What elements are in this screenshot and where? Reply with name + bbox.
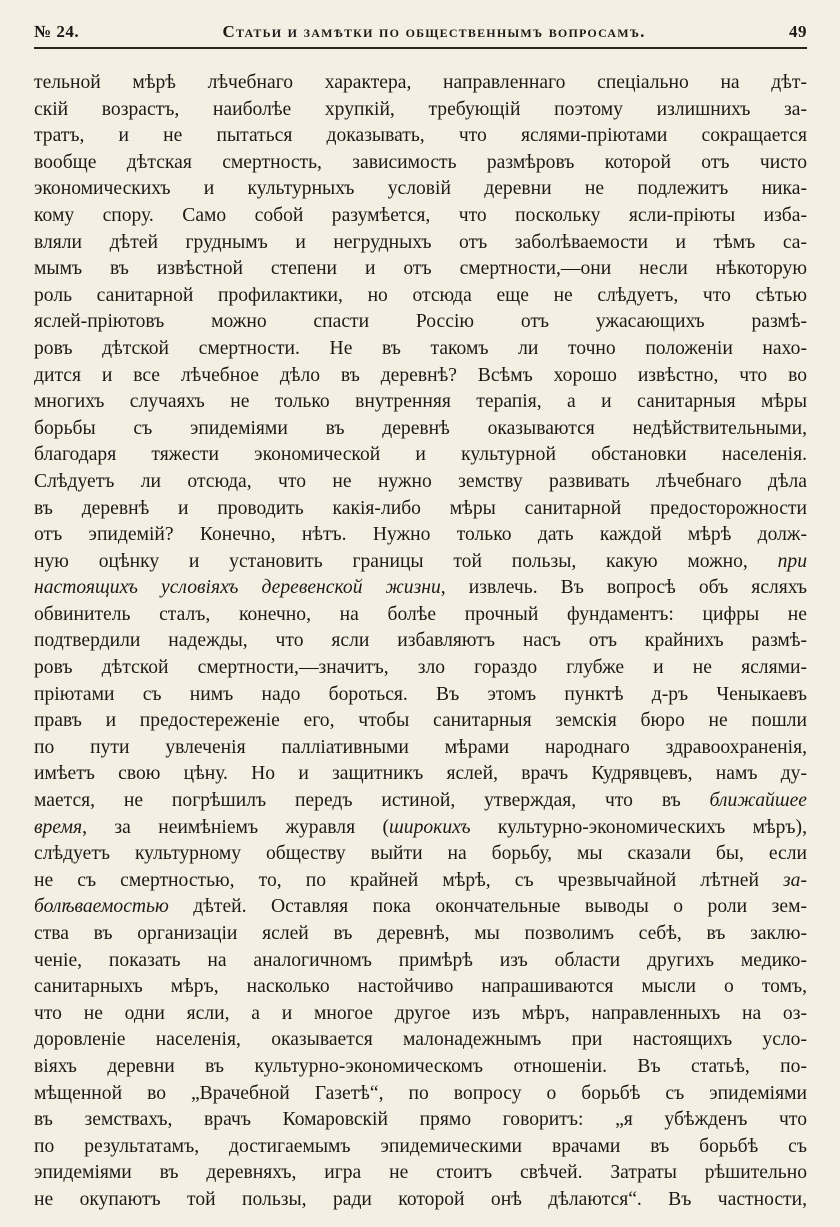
text-span: культурно-экономическихъ мѣръ), xyxy=(470,816,807,838)
text-span: пріютами съ нимъ надо бороться. Въ этомъ пунктѣ д-ръ Ченыкаевъ xyxy=(34,683,807,705)
text-span: ровъ дѣтской смертности. Не въ такомъ ли точно положеніи нахо- xyxy=(34,337,807,359)
text-line xyxy=(34,628,807,655)
italic-span: при xyxy=(777,550,807,572)
text-span: не съ смертностью, то, по крайней мѣрѣ, съ чрезвычайной лѣтней xyxy=(34,869,784,891)
text-line xyxy=(34,1001,807,1028)
text-span: отъ эпидемій? Конечно, нѣтъ. Нужно только дать каждой мѣрѣ долж- xyxy=(34,524,807,546)
text-line xyxy=(34,1081,807,1108)
text-span: вообще дѣтская смертность, зависимость размѣровъ которой отъ чисто xyxy=(34,151,807,173)
italic-span: болѣваемостью xyxy=(34,896,169,918)
text-line xyxy=(34,735,807,762)
text-span: экономическихъ и культурныхъ условій деревни не подлежитъ ника- xyxy=(34,178,807,200)
text-line xyxy=(34,602,807,629)
section-title: Статьи и замѣтки по общественнымъ вопросамъ. xyxy=(222,22,646,41)
page-number: 49 xyxy=(788,22,807,41)
text-line xyxy=(34,363,807,390)
text-line xyxy=(34,1187,807,1214)
text-line xyxy=(34,974,807,1001)
text-line xyxy=(34,868,807,895)
text-line xyxy=(34,1160,807,1187)
text-line xyxy=(34,1134,807,1161)
text-span: борьбы съ эпидеміями въ деревнѣ оказываются недѣйствительными, xyxy=(34,417,807,439)
text-line xyxy=(34,894,807,921)
text-span: мается, не погрѣшилъ передъ истиной, утверждая, что въ xyxy=(34,790,710,812)
text-line xyxy=(34,256,807,283)
italic-span: за- xyxy=(783,869,807,891)
text-line xyxy=(34,97,807,124)
text-line xyxy=(34,1027,807,1054)
text-line xyxy=(34,176,807,203)
text-span: обвинитель сталъ, конечно, на болѣе прочный фундаментъ: цифры не xyxy=(34,603,807,625)
text-line xyxy=(34,70,807,97)
text-line xyxy=(34,549,807,576)
text-span: дѣтей. Оставляя пока окончательные выводы о роли зем- xyxy=(168,896,807,918)
text-span: Слѣдуетъ ли отсюда, что не нужно земству развивать лѣчебнаго дѣла xyxy=(34,470,807,492)
text-span: ченіе, показать на аналогичномъ примѣрѣ изъ области другихъ медико- xyxy=(34,949,807,971)
text-line xyxy=(34,230,807,257)
text-span: имѣетъ свою цѣну. Но и защитникъ яслей, врачъ Кудрявцевъ, намъ ду- xyxy=(34,763,807,785)
text-span: санитарныхъ мѣръ, насколько настойчиво напрашиваются мысли о томъ, xyxy=(34,976,807,998)
text-span: эпидеміями въ деревняхъ, игра не стоитъ свѣчей. Затраты рѣшительно xyxy=(34,1162,807,1184)
text-line xyxy=(34,522,807,549)
text-span: тратъ, и не пытаться доказывать, что яслями-пріютами сокращается xyxy=(34,125,807,147)
text-line xyxy=(34,469,807,496)
text-span: скій возрастъ, наиболѣе хрупкій, требующій поэтому излишнихъ за- xyxy=(34,98,807,120)
text-span: ную оцѣнку и установить границы той пользы, какую можно, xyxy=(34,550,778,572)
text-line xyxy=(34,921,807,948)
text-span: многихъ случаяхъ не только внутренняя терапія, а и санитарныя мѣры xyxy=(34,391,807,413)
text-line xyxy=(34,496,807,523)
text-line xyxy=(34,283,807,310)
text-span: въ деревнѣ и проводить какія-либо мѣры санитарной предосторожности xyxy=(34,497,807,519)
text-line xyxy=(34,815,807,842)
text-span: вляли дѣтей груднымъ и негрудныхъ отъ заболѣваемости и тѣмъ са- xyxy=(34,231,807,253)
text-line xyxy=(34,123,807,150)
text-span: роль санитарной профилактики, но отсюда еще не слѣдуетъ, что сѣтью xyxy=(34,284,807,306)
text-line xyxy=(34,389,807,416)
text-line xyxy=(34,309,807,336)
running-header xyxy=(34,22,807,44)
text-span: яслей-пріютовъ можно спасти Россію отъ ужасающихъ размѣ- xyxy=(34,311,807,333)
text-span: віяхъ деревни въ культурно-экономическомъ отношеніи. Въ статьѣ, по- xyxy=(34,1055,807,1077)
text-line xyxy=(34,682,807,709)
text-line xyxy=(34,761,807,788)
italic-span: широкихъ xyxy=(389,816,471,838)
italic-span: время xyxy=(34,816,83,838)
body-text xyxy=(34,70,807,1214)
text-line xyxy=(34,948,807,975)
text-span: въ земствахъ, врачъ Комаровскій прямо говоритъ: „я убѣжденъ что xyxy=(34,1109,807,1131)
text-line xyxy=(34,416,807,443)
text-line xyxy=(34,442,807,469)
text-span: правъ и предостереженіе его, чтобы санитарныя земскія бюро не пошли xyxy=(34,710,807,732)
text-span: по результатамъ, достигаемымъ эпидемическими врачами въ борьбѣ съ xyxy=(34,1135,807,1157)
text-span: что не одни ясли, а и многое другое изъ мѣръ, направленныхъ на оз- xyxy=(34,1002,807,1024)
text-line xyxy=(34,655,807,682)
text-line xyxy=(34,1054,807,1081)
text-span: ства въ организаціи яслей въ деревнѣ, мы позволимъ себѣ, въ заклю- xyxy=(34,923,807,944)
text-span: мѣщенной во „Врачебной Газетѣ“, по вопросу о борьбѣ съ эпидеміями xyxy=(34,1082,807,1104)
text-span: кому спору. Само собой разумѣется, что поскольку ясли-пріюты изба- xyxy=(34,204,807,226)
text-span: не окупаютъ той пользы, ради которой онѣ дѣлаются“. Въ частности, xyxy=(34,1188,807,1210)
italic-span: настоящихъ условіяхъ деревенской жизни xyxy=(34,577,441,599)
header-rule xyxy=(34,47,807,49)
italic-span: ближайшее xyxy=(709,790,807,812)
text-line xyxy=(34,788,807,815)
text-span: доровленіе населенія, оказывается малонадежнымъ при настоящихъ усло- xyxy=(34,1029,807,1051)
text-span: подтвердили надежды, что ясли избавляютъ насъ отъ крайнихъ размѣ- xyxy=(34,630,807,652)
issue-number: № 24. xyxy=(34,22,80,41)
text-line xyxy=(34,336,807,363)
text-span: мымъ въ извѣстной степени и отъ смертности,—они несли нѣкоторую xyxy=(34,258,807,280)
text-span: благодаря тяжести экономической и культурной обстановки населенія. xyxy=(34,444,807,466)
text-span: по пути увлеченія паллiативными мѣрами народнаго здравоохраненія, xyxy=(34,736,807,758)
text-span: слѣдуетъ культурному обществу выйти на борьбу, мы сказали бы, если xyxy=(34,843,807,865)
text-span: дится и все лѣчебное дѣло въ деревнѣ? Всѣмъ хорошо извѣстно, что во xyxy=(34,364,807,386)
text-span: ровъ дѣтской смертности,—значитъ, зло гораздо глубже и не яслями- xyxy=(34,657,807,679)
text-line xyxy=(34,841,807,868)
text-line xyxy=(34,1107,807,1134)
text-span: , извлечь. Въ вопросѣ объ ясляхъ xyxy=(440,577,807,599)
text-line xyxy=(34,708,807,735)
text-line xyxy=(34,150,807,177)
text-span: тельной мѣрѣ лѣчебнаго характера, направленнаго спеціально на дѣт- xyxy=(34,72,807,93)
text-line xyxy=(34,203,807,230)
text-line xyxy=(34,575,807,602)
text-span: , за неимѣніемъ журавля ( xyxy=(82,816,389,838)
